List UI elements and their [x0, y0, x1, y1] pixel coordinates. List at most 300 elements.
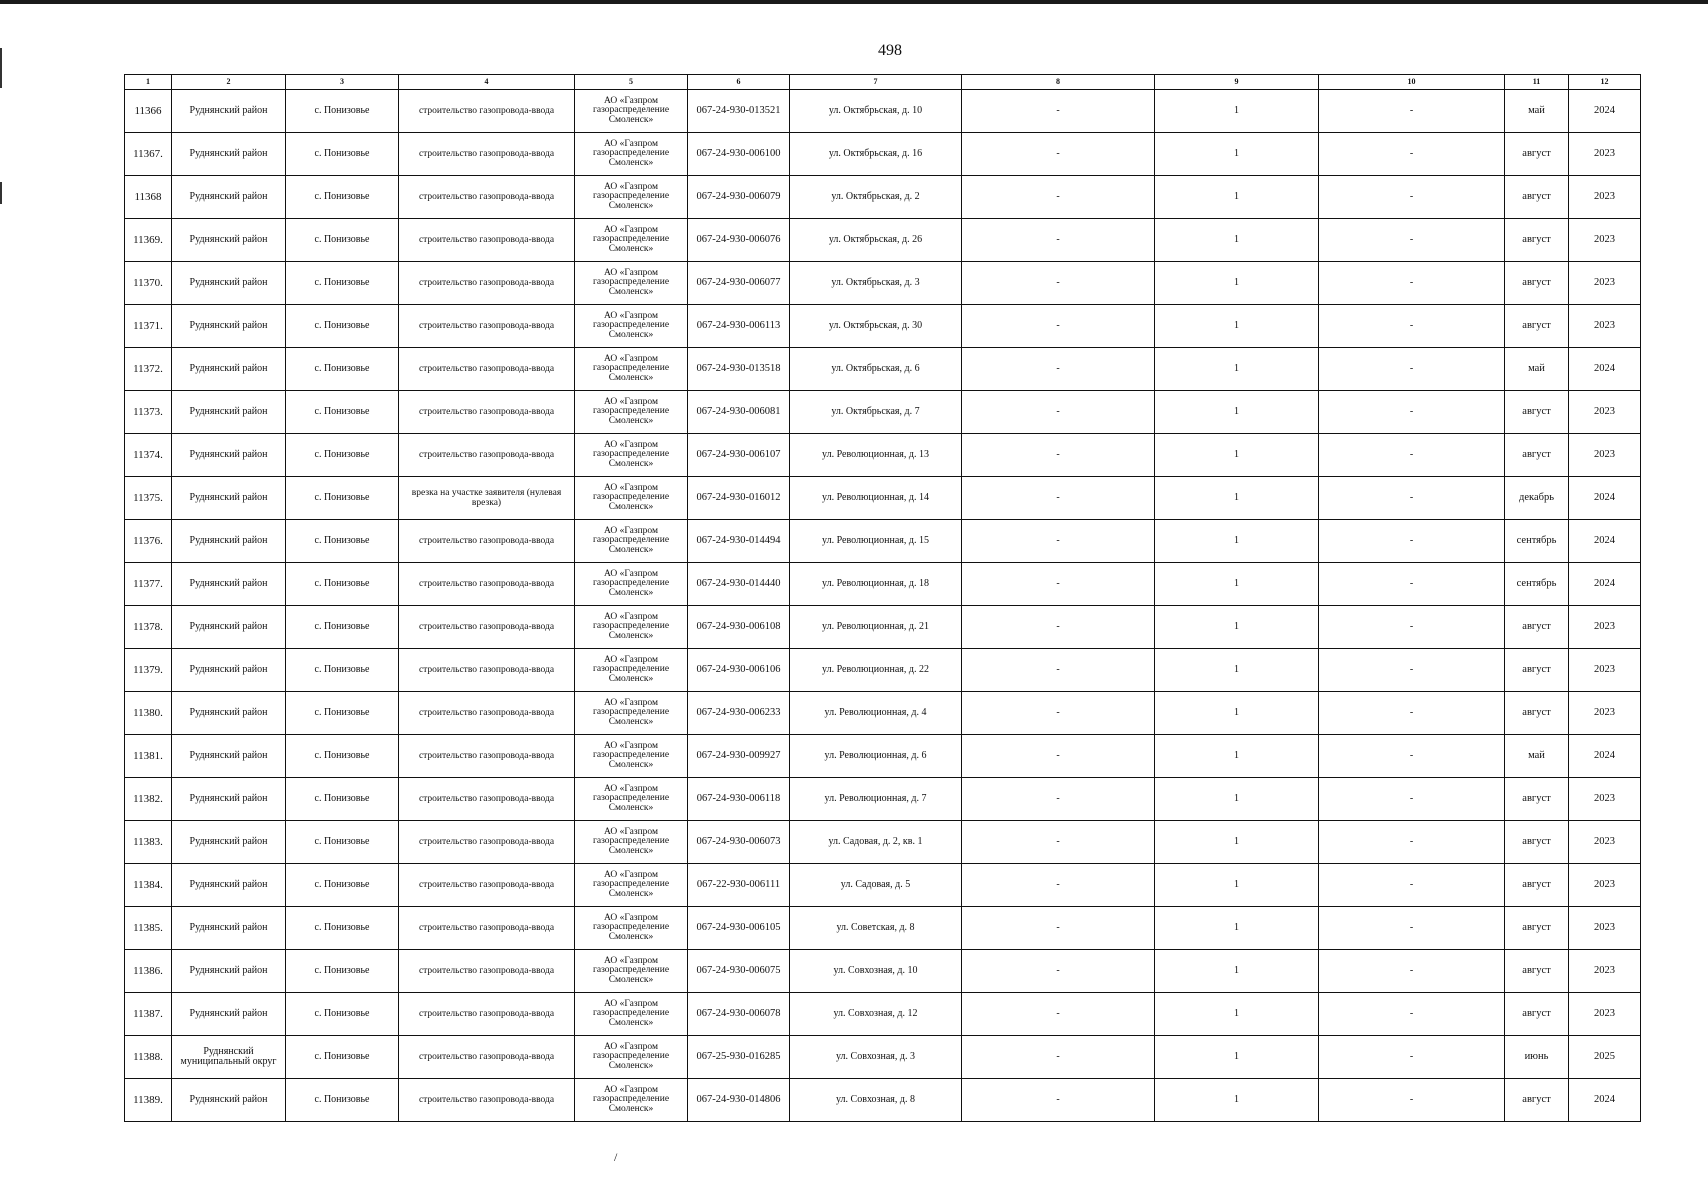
table-row	[125, 90, 1641, 133]
table-row	[125, 305, 1641, 348]
column-9-cell: 1	[1155, 90, 1319, 133]
year-cell: 2023	[1569, 606, 1641, 649]
locality-cell: с. Понизовье	[286, 219, 399, 262]
year-cell: 2023	[1569, 649, 1641, 692]
row-number: 11385.	[125, 907, 172, 950]
operator-cell: АО «Газпром газораспределение Смоленск»	[575, 520, 688, 563]
column-10-cell: -	[1319, 133, 1505, 176]
footer-mark: /	[614, 1150, 618, 1164]
year-cell: 2023	[1569, 133, 1641, 176]
table-row	[125, 477, 1641, 520]
table-row	[125, 993, 1641, 1036]
application-number-cell: 067-24-930-006079	[688, 176, 790, 219]
operator-cell: АО «Газпром газораспределение Смоленск»	[575, 649, 688, 692]
operator-cell: АО «Газпром газораспределение Смоленск»	[575, 606, 688, 649]
application-number-cell: 067-24-930-006113	[688, 305, 790, 348]
address-cell: ул. Советская, д. 8	[790, 907, 962, 950]
month-cell: сентябрь	[1505, 520, 1569, 563]
column-10-cell: -	[1319, 907, 1505, 950]
column-8-cell: -	[962, 305, 1155, 348]
district-cell: Руднянский район	[172, 649, 286, 692]
table-row	[125, 262, 1641, 305]
locality-cell: с. Понизовье	[286, 348, 399, 391]
work-type-cell: строительство газопровода-ввода	[399, 219, 575, 262]
month-cell: август	[1505, 907, 1569, 950]
work-type-cell: строительство газопровода-ввода	[399, 305, 575, 348]
application-number-cell: 067-24-930-014440	[688, 563, 790, 606]
month-cell: август	[1505, 950, 1569, 993]
column-9-cell: 1	[1155, 133, 1319, 176]
column-10-cell: -	[1319, 176, 1505, 219]
year-cell: 2023	[1569, 305, 1641, 348]
month-cell: август	[1505, 606, 1569, 649]
year-cell: 2023	[1569, 993, 1641, 1036]
year-cell: 2023	[1569, 821, 1641, 864]
column-9-cell: 1	[1155, 477, 1319, 520]
column-9-cell: 1	[1155, 864, 1319, 907]
address-cell: ул. Октябрьская, д. 2	[790, 176, 962, 219]
column-9-cell: 1	[1155, 262, 1319, 305]
column-9-cell: 1	[1155, 219, 1319, 262]
table-row	[125, 864, 1641, 907]
table-row	[125, 563, 1641, 606]
column-10-cell: -	[1319, 864, 1505, 907]
year-cell: 2023	[1569, 391, 1641, 434]
column-9-cell: 1	[1155, 1036, 1319, 1079]
year-cell: 2025	[1569, 1036, 1641, 1079]
locality-cell: с. Понизовье	[286, 993, 399, 1036]
column-8-cell: -	[962, 1036, 1155, 1079]
month-cell: август	[1505, 864, 1569, 907]
work-type-cell: строительство газопровода-ввода	[399, 434, 575, 477]
operator-cell: АО «Газпром газораспределение Смоленск»	[575, 907, 688, 950]
table-row	[125, 434, 1641, 477]
operator-cell: АО «Газпром газораспределение Смоленск»	[575, 434, 688, 477]
address-cell: ул. Совхозная, д. 10	[790, 950, 962, 993]
row-number: 11372.	[125, 348, 172, 391]
district-cell: Руднянский район	[172, 864, 286, 907]
month-cell: август	[1505, 133, 1569, 176]
work-type-cell: врезка на участке заявителя (нулевая врезка)	[399, 477, 575, 520]
year-cell: 2023	[1569, 778, 1641, 821]
row-number: 11367.	[125, 133, 172, 176]
year-cell: 2023	[1569, 950, 1641, 993]
register-table	[124, 74, 1641, 1122]
month-cell: май	[1505, 348, 1569, 391]
year-cell: 2023	[1569, 434, 1641, 477]
month-cell: август	[1505, 993, 1569, 1036]
work-type-cell: строительство газопровода-ввода	[399, 649, 575, 692]
month-cell: сентябрь	[1505, 563, 1569, 606]
locality-cell: с. Понизовье	[286, 434, 399, 477]
year-cell: 2024	[1569, 348, 1641, 391]
district-cell: Руднянский район	[172, 950, 286, 993]
column-9-cell: 1	[1155, 821, 1319, 864]
locality-cell: с. Понизовье	[286, 735, 399, 778]
column-10-cell: -	[1319, 993, 1505, 1036]
application-number-cell: 067-24-930-014806	[688, 1079, 790, 1122]
district-cell: Руднянский район	[172, 563, 286, 606]
address-cell: ул. Революционная, д. 6	[790, 735, 962, 778]
operator-cell: АО «Газпром газораспределение Смоленск»	[575, 90, 688, 133]
address-cell: ул. Революционная, д. 4	[790, 692, 962, 735]
locality-cell: с. Понизовье	[286, 864, 399, 907]
table-row	[125, 778, 1641, 821]
month-cell: июнь	[1505, 1036, 1569, 1079]
locality-cell: с. Понизовье	[286, 778, 399, 821]
operator-cell: АО «Газпром газораспределение Смоленск»	[575, 778, 688, 821]
application-number-cell: 067-22-930-006111	[688, 864, 790, 907]
column-number-8: 8	[962, 75, 1155, 90]
row-number: 11375.	[125, 477, 172, 520]
district-cell: Руднянский район	[172, 606, 286, 649]
application-number-cell: 067-24-930-013521	[688, 90, 790, 133]
locality-cell: с. Понизовье	[286, 305, 399, 348]
application-number-cell: 067-24-930-006075	[688, 950, 790, 993]
application-number-cell: 067-24-930-006076	[688, 219, 790, 262]
column-number-10: 10	[1319, 75, 1505, 90]
address-cell: ул. Октябрьская, д. 6	[790, 348, 962, 391]
operator-cell: АО «Газпром газораспределение Смоленск»	[575, 391, 688, 434]
column-9-cell: 1	[1155, 434, 1319, 477]
row-number: 11373.	[125, 391, 172, 434]
operator-cell: АО «Газпром газораспределение Смоленск»	[575, 477, 688, 520]
address-cell: ул. Садовая, д. 5	[790, 864, 962, 907]
application-number-cell: 067-25-930-016285	[688, 1036, 790, 1079]
locality-cell: с. Понизовье	[286, 133, 399, 176]
operator-cell: АО «Газпром газораспределение Смоленск»	[575, 305, 688, 348]
column-10-cell: -	[1319, 1079, 1505, 1122]
operator-cell: АО «Газпром газораспределение Смоленск»	[575, 176, 688, 219]
table-row	[125, 907, 1641, 950]
column-9-cell: 1	[1155, 649, 1319, 692]
column-9-cell: 1	[1155, 606, 1319, 649]
row-number: 11368	[125, 176, 172, 219]
column-10-cell: -	[1319, 520, 1505, 563]
table-row	[125, 391, 1641, 434]
year-cell: 2023	[1569, 907, 1641, 950]
row-number: 11386.	[125, 950, 172, 993]
table-row	[125, 133, 1641, 176]
district-cell: Руднянский район	[172, 348, 286, 391]
work-type-cell: строительство газопровода-ввода	[399, 348, 575, 391]
year-cell: 2024	[1569, 520, 1641, 563]
year-cell: 2024	[1569, 90, 1641, 133]
column-9-cell: 1	[1155, 348, 1319, 391]
operator-cell: АО «Газпром газораспределение Смоленск»	[575, 864, 688, 907]
month-cell: август	[1505, 649, 1569, 692]
operator-cell: АО «Газпром газораспределение Смоленск»	[575, 219, 688, 262]
work-type-cell: строительство газопровода-ввода	[399, 606, 575, 649]
column-8-cell: -	[962, 606, 1155, 649]
month-cell: август	[1505, 391, 1569, 434]
column-number-7: 7	[790, 75, 962, 90]
year-cell: 2024	[1569, 477, 1641, 520]
column-10-cell: -	[1319, 692, 1505, 735]
operator-cell: АО «Газпром газораспределение Смоленск»	[575, 821, 688, 864]
table-row	[125, 606, 1641, 649]
column-number-5: 5	[575, 75, 688, 90]
column-9-cell: 1	[1155, 520, 1319, 563]
year-cell: 2023	[1569, 219, 1641, 262]
column-number-12: 12	[1569, 75, 1641, 90]
district-cell: Руднянский район	[172, 219, 286, 262]
operator-cell: АО «Газпром газораспределение Смоленск»	[575, 133, 688, 176]
column-9-cell: 1	[1155, 778, 1319, 821]
district-cell: Руднянский район	[172, 821, 286, 864]
work-type-cell: строительство газопровода-ввода	[399, 90, 575, 133]
district-cell: Руднянский район	[172, 735, 286, 778]
address-cell: ул. Октябрьская, д. 3	[790, 262, 962, 305]
row-number: 11387.	[125, 993, 172, 1036]
district-cell: Руднянский район	[172, 993, 286, 1036]
scan-margin-mark	[0, 182, 2, 204]
column-10-cell: -	[1319, 262, 1505, 305]
application-number-cell: 067-24-930-006100	[688, 133, 790, 176]
column-8-cell: -	[962, 434, 1155, 477]
row-number: 11376.	[125, 520, 172, 563]
year-cell: 2023	[1569, 692, 1641, 735]
row-number: 11382.	[125, 778, 172, 821]
column-10-cell: -	[1319, 90, 1505, 133]
district-cell: Руднянский район	[172, 133, 286, 176]
column-number-6: 6	[688, 75, 790, 90]
month-cell: август	[1505, 692, 1569, 735]
column-8-cell: -	[962, 1079, 1155, 1122]
district-cell: Руднянский район	[172, 907, 286, 950]
column-10-cell: -	[1319, 778, 1505, 821]
table-body	[125, 90, 1641, 1122]
work-type-cell: строительство газопровода-ввода	[399, 176, 575, 219]
application-number-cell: 067-24-930-009927	[688, 735, 790, 778]
address-cell: ул. Революционная, д. 22	[790, 649, 962, 692]
scan-top-rule	[0, 0, 1708, 4]
column-8-cell: -	[962, 649, 1155, 692]
column-8-cell: -	[962, 391, 1155, 434]
row-number: 11380.	[125, 692, 172, 735]
column-8-cell: -	[962, 176, 1155, 219]
work-type-cell: строительство газопровода-ввода	[399, 1036, 575, 1079]
table-row	[125, 219, 1641, 262]
work-type-cell: строительство газопровода-ввода	[399, 950, 575, 993]
district-cell: Руднянский район	[172, 477, 286, 520]
work-type-cell: строительство газопровода-ввода	[399, 520, 575, 563]
district-cell: Руднянский район	[172, 176, 286, 219]
table-row	[125, 735, 1641, 778]
month-cell: август	[1505, 778, 1569, 821]
month-cell: август	[1505, 262, 1569, 305]
operator-cell: АО «Газпром газораспределение Смоленск»	[575, 692, 688, 735]
year-cell: 2023	[1569, 864, 1641, 907]
column-9-cell: 1	[1155, 391, 1319, 434]
column-8-cell: -	[962, 348, 1155, 391]
table-row	[125, 692, 1641, 735]
column-number-9: 9	[1155, 75, 1319, 90]
column-8-cell: -	[962, 864, 1155, 907]
column-number-3: 3	[286, 75, 399, 90]
month-cell: август	[1505, 219, 1569, 262]
locality-cell: с. Понизовье	[286, 520, 399, 563]
operator-cell: АО «Газпром газораспределение Смоленск»	[575, 348, 688, 391]
district-cell: Руднянский район	[172, 692, 286, 735]
month-cell: август	[1505, 305, 1569, 348]
month-cell: август	[1505, 434, 1569, 477]
row-number: 11388.	[125, 1036, 172, 1079]
column-8-cell: -	[962, 219, 1155, 262]
row-number: 11366	[125, 90, 172, 133]
locality-cell: с. Понизовье	[286, 477, 399, 520]
column-8-cell: -	[962, 778, 1155, 821]
application-number-cell: 067-24-930-006108	[688, 606, 790, 649]
table-row	[125, 1079, 1641, 1122]
application-number-cell: 067-24-930-006107	[688, 434, 790, 477]
operator-cell: АО «Газпром газораспределение Смоленск»	[575, 735, 688, 778]
column-9-cell: 1	[1155, 907, 1319, 950]
application-number-cell: 067-24-930-006233	[688, 692, 790, 735]
district-cell: Руднянский район	[172, 391, 286, 434]
column-8-cell: -	[962, 90, 1155, 133]
column-number-row	[125, 75, 1641, 90]
work-type-cell: строительство газопровода-ввода	[399, 778, 575, 821]
address-cell: ул. Революционная, д. 7	[790, 778, 962, 821]
column-10-cell: -	[1319, 348, 1505, 391]
application-number-cell: 067-24-930-006081	[688, 391, 790, 434]
column-8-cell: -	[962, 262, 1155, 305]
application-number-cell: 067-24-930-006077	[688, 262, 790, 305]
column-10-cell: -	[1319, 219, 1505, 262]
column-number-4: 4	[399, 75, 575, 90]
operator-cell: АО «Газпром газораспределение Смоленск»	[575, 1079, 688, 1122]
column-8-cell: -	[962, 133, 1155, 176]
column-10-cell: -	[1319, 649, 1505, 692]
work-type-cell: строительство газопровода-ввода	[399, 391, 575, 434]
application-number-cell: 067-24-930-014494	[688, 520, 790, 563]
column-8-cell: -	[962, 477, 1155, 520]
row-number: 11381.	[125, 735, 172, 778]
work-type-cell: строительство газопровода-ввода	[399, 692, 575, 735]
column-10-cell: -	[1319, 1036, 1505, 1079]
table-row	[125, 520, 1641, 563]
table-row	[125, 176, 1641, 219]
month-cell: август	[1505, 176, 1569, 219]
table-row	[125, 821, 1641, 864]
column-10-cell: -	[1319, 305, 1505, 348]
district-cell: Руднянский муниципальный округ	[172, 1036, 286, 1079]
year-cell: 2024	[1569, 563, 1641, 606]
application-number-cell: 067-24-930-006105	[688, 907, 790, 950]
page-number: 498	[878, 42, 902, 59]
address-cell: ул. Революционная, д. 14	[790, 477, 962, 520]
column-8-cell: -	[962, 735, 1155, 778]
row-number: 11378.	[125, 606, 172, 649]
operator-cell: АО «Газпром газораспределение Смоленск»	[575, 563, 688, 606]
application-number-cell: 067-24-930-006073	[688, 821, 790, 864]
address-cell: ул. Октябрьская, д. 26	[790, 219, 962, 262]
application-number-cell: 067-24-930-006106	[688, 649, 790, 692]
row-number: 11389.	[125, 1079, 172, 1122]
row-number: 11371.	[125, 305, 172, 348]
row-number: 11379.	[125, 649, 172, 692]
work-type-cell: строительство газопровода-ввода	[399, 821, 575, 864]
column-9-cell: 1	[1155, 692, 1319, 735]
column-9-cell: 1	[1155, 993, 1319, 1036]
locality-cell: с. Понизовье	[286, 649, 399, 692]
row-number: 11370.	[125, 262, 172, 305]
work-type-cell: строительство газопровода-ввода	[399, 735, 575, 778]
operator-cell: АО «Газпром газораспределение Смоленск»	[575, 1036, 688, 1079]
column-10-cell: -	[1319, 434, 1505, 477]
column-10-cell: -	[1319, 477, 1505, 520]
application-number-cell: 067-24-930-013518	[688, 348, 790, 391]
column-9-cell: 1	[1155, 735, 1319, 778]
work-type-cell: строительство газопровода-ввода	[399, 262, 575, 305]
district-cell: Руднянский район	[172, 1079, 286, 1122]
column-8-cell: -	[962, 950, 1155, 993]
locality-cell: с. Понизовье	[286, 950, 399, 993]
address-cell: ул. Революционная, д. 21	[790, 606, 962, 649]
address-cell: ул. Садовая, д. 2, кв. 1	[790, 821, 962, 864]
column-8-cell: -	[962, 692, 1155, 735]
locality-cell: с. Понизовье	[286, 563, 399, 606]
address-cell: ул. Октябрьская, д. 16	[790, 133, 962, 176]
row-number: 11374.	[125, 434, 172, 477]
address-cell: ул. Революционная, д. 18	[790, 563, 962, 606]
locality-cell: с. Понизовье	[286, 1036, 399, 1079]
row-number: 11369.	[125, 219, 172, 262]
application-number-cell: 067-24-930-006118	[688, 778, 790, 821]
address-cell: ул. Революционная, д. 13	[790, 434, 962, 477]
locality-cell: с. Понизовье	[286, 262, 399, 305]
application-number-cell: 067-24-930-016012	[688, 477, 790, 520]
address-cell: ул. Октябрьская, д. 7	[790, 391, 962, 434]
work-type-cell: строительство газопровода-ввода	[399, 133, 575, 176]
month-cell: май	[1505, 90, 1569, 133]
column-9-cell: 1	[1155, 176, 1319, 219]
district-cell: Руднянский район	[172, 305, 286, 348]
work-type-cell: строительство газопровода-ввода	[399, 993, 575, 1036]
locality-cell: с. Понизовье	[286, 692, 399, 735]
column-9-cell: 1	[1155, 950, 1319, 993]
locality-cell: с. Понизовье	[286, 1079, 399, 1122]
table-row	[125, 1036, 1641, 1079]
year-cell: 2024	[1569, 735, 1641, 778]
column-9-cell: 1	[1155, 563, 1319, 606]
month-cell: декабрь	[1505, 477, 1569, 520]
month-cell: май	[1505, 735, 1569, 778]
work-type-cell: строительство газопровода-ввода	[399, 563, 575, 606]
column-9-cell: 1	[1155, 1079, 1319, 1122]
operator-cell: АО «Газпром газораспределение Смоленск»	[575, 993, 688, 1036]
work-type-cell: строительство газопровода-ввода	[399, 864, 575, 907]
column-8-cell: -	[962, 821, 1155, 864]
column-10-cell: -	[1319, 950, 1505, 993]
table-row	[125, 950, 1641, 993]
address-cell: ул. Совхозная, д. 3	[790, 1036, 962, 1079]
table-row	[125, 348, 1641, 391]
address-cell: ул. Октябрьская, д. 10	[790, 90, 962, 133]
month-cell: август	[1505, 1079, 1569, 1122]
address-cell: ул. Совхозная, д. 12	[790, 993, 962, 1036]
address-cell: ул. Совхозная, д. 8	[790, 1079, 962, 1122]
work-type-cell: строительство газопровода-ввода	[399, 907, 575, 950]
address-cell: ул. Октябрьская, д. 30	[790, 305, 962, 348]
year-cell: 2023	[1569, 176, 1641, 219]
column-8-cell: -	[962, 993, 1155, 1036]
operator-cell: АО «Газпром газораспределение Смоленск»	[575, 950, 688, 993]
year-cell: 2023	[1569, 262, 1641, 305]
column-number-2: 2	[172, 75, 286, 90]
column-10-cell: -	[1319, 821, 1505, 864]
